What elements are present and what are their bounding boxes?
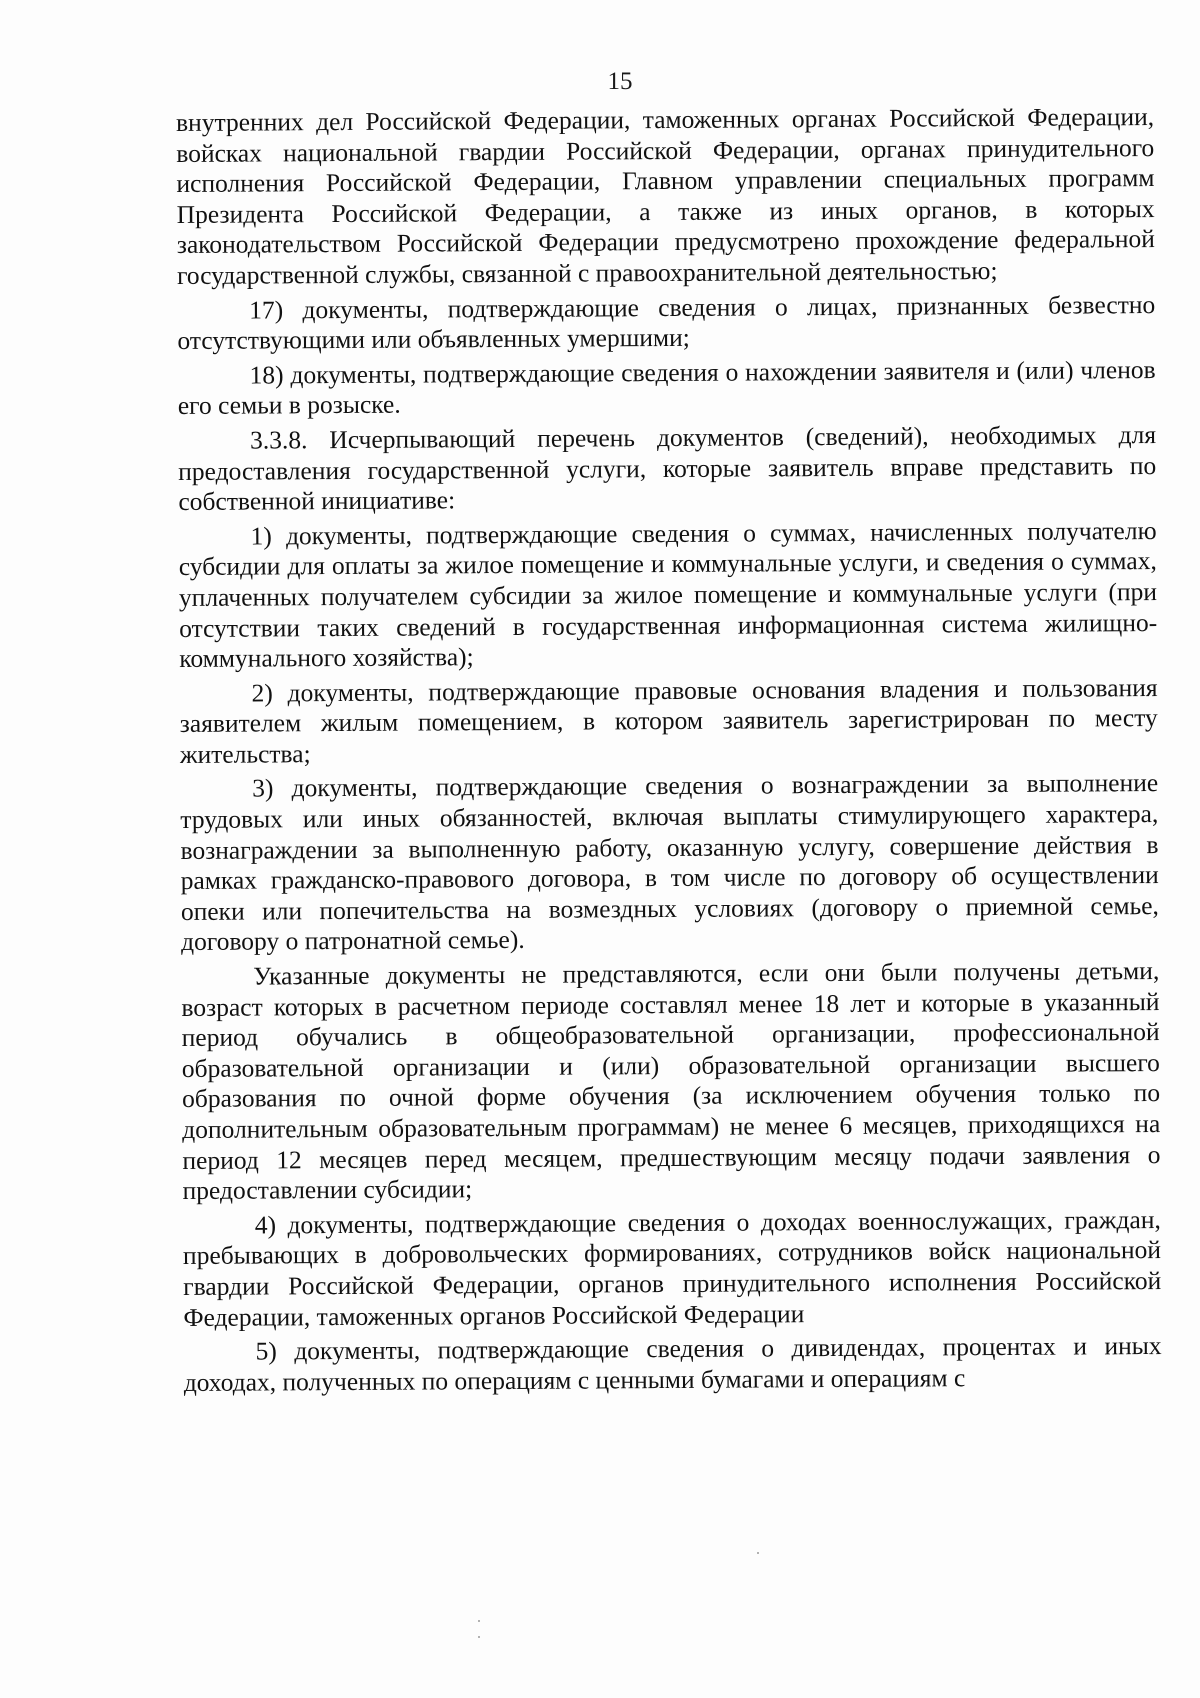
paragraph-item-18: 18) документы, подтверждающие сведения о нахождении заявителя и (или) членов его семьи в розыске. bbox=[177, 354, 1156, 421]
paragraph-item-1: 1) документы, подтверждающие сведения о суммах, начисленных получателю субсидии для оплаты за жилое помещение и коммунальные услуги, и сведения о суммах, уплаченных получателем субсидии за жилое помещение и коммунальные услуги (при отсутствии таких сведений в государственная информационная система жилищно-коммунального хозяйства); bbox=[178, 515, 1158, 674]
scan-speck bbox=[478, 1620, 480, 1622]
paragraph-item-5: 5) документы, подтверждающие сведения о дивидендах, процентах и иных доходах, полученных по операциям с ценными бумагами и операциям с bbox=[183, 1331, 1162, 1397]
paragraph-continuation: внутренних дел Российской Федерации, таможенных органах Российской Федерации, войсках национальной гвардии Российской Федерации, органах принудительного исполнения Российской Федерации, Главном управлении специальных программ Президента Российской Федерации, а также из иных органов, в которых законодательством Российской Федерации предусмотрено прохождение федеральной государственной службы, связанной с правоохранительной деятельностью; bbox=[176, 102, 1155, 290]
document-body bbox=[176, 102, 1162, 1398]
scan-speck bbox=[757, 1552, 759, 1554]
paragraph-item-4: 4) документы, подтверждающие сведения о доходах военнослужащих, граждан, пребывающих в добровольческих формированиях, сотрудников войск национальной гвардии Российской Федерации, органов принудительного исполнения Российской Федерации, таможенных органов Российской Федерации bbox=[182, 1204, 1162, 1332]
paragraph-note: Указанные документы не представляются, если они были получены детьми, возраст которых в расчетном периоде составлял менее 18 лет и которые в указанный период обучались в общеобразовательной организации, профессиональной образовательной организации и (или) образовательной организации высшего образования по очной форме обучения (за исключением обучения только по дополнительным образовательным программам) не менее 6 месяцев, приходящихся на период 12 месяцев перед месяцем, предшествующим месяцу подачи заявления о предоставлении субсидии; bbox=[181, 956, 1161, 1206]
paragraph-item-17: 17) документы, подтверждающие сведения о лицах, признанных безвестно отсутствующими или объявленных умершими; bbox=[177, 289, 1156, 356]
scan-speck bbox=[478, 1636, 480, 1638]
paragraph-item-3: 3) документы, подтверждающие сведения о вознаграждении за выполнение трудовых или иных обязанностей, включая выплаты стимулирующего характера, вознаграждении за выполненную работу, оказанную услугу, совершение действия в рамках гражданско-правового договора, в том числе по договору об осуществлении опеки или попечительства на возмездных условиях (договору о приемной семье, договору о патронатной семье). bbox=[180, 768, 1159, 957]
paragraph-section-3-3-8: 3.3.8. Исчерпывающий перечень документов (сведений), необходимых для предоставления государственной услуги, которые заявитель вправе представить по собственной инициативе: bbox=[178, 419, 1157, 517]
paragraph-item-2: 2) документы, подтверждающие правовые основания владения и пользования заявителем жилым помещением, в котором заявитель зарегистрирован по месту жительства; bbox=[179, 672, 1158, 769]
page-number: 15 bbox=[607, 68, 633, 95]
